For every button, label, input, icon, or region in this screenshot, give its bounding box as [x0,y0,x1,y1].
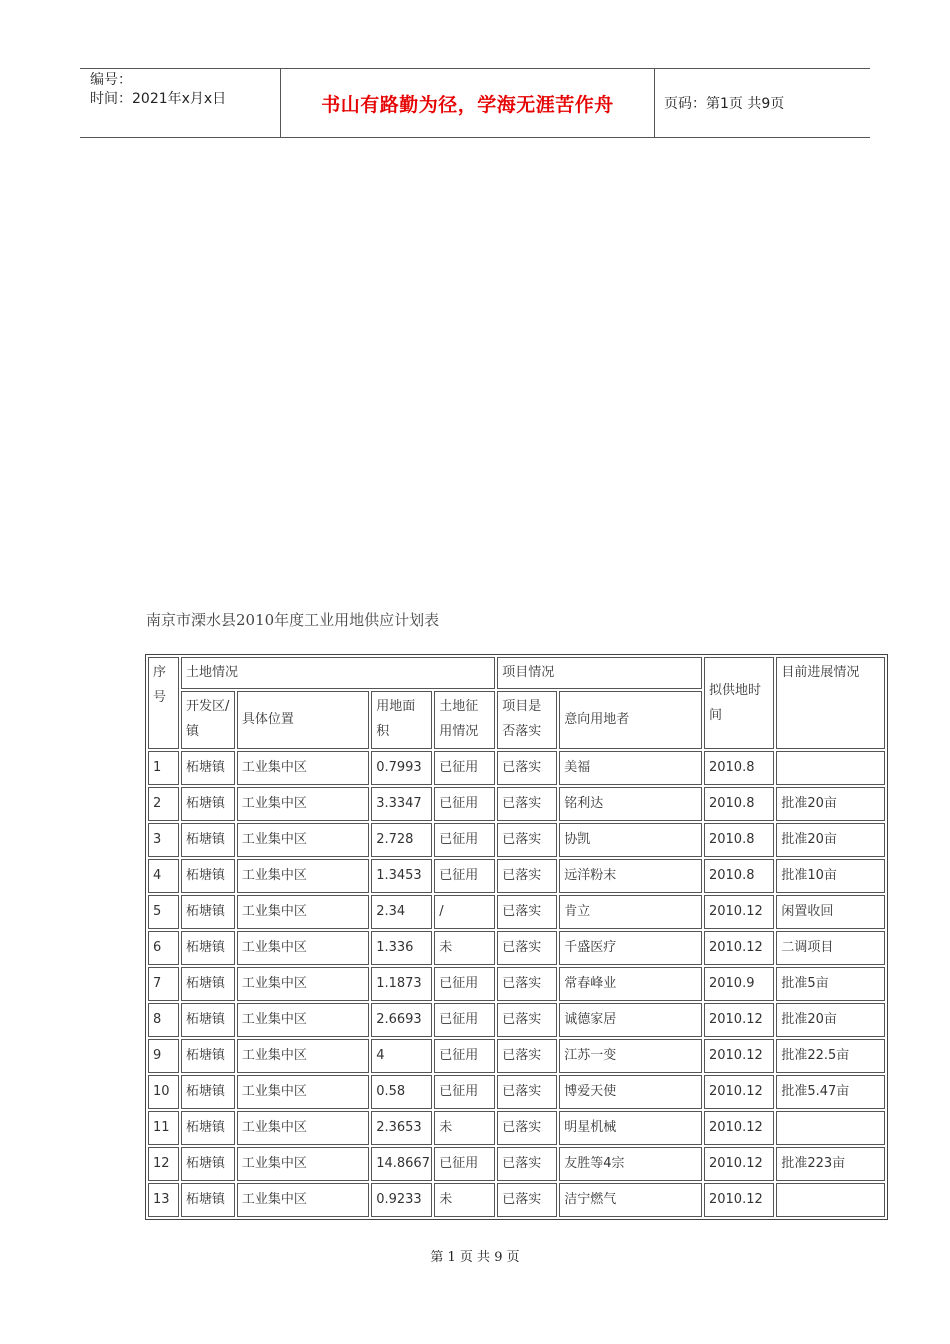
cell-user: 友胜等4宗 [559,1147,702,1181]
cell-user: 远洋粉末 [559,859,702,893]
cell-user: 肯立 [559,895,702,929]
document-number: 编号： [90,72,132,88]
cell-area: 0.58 [371,1075,432,1109]
cell-location: 工业集中区 [237,823,369,857]
cell-location: 工业集中区 [237,931,369,965]
cell-seq: 6 [148,931,179,965]
cell-area: 2.728 [371,823,432,857]
cell-supply-time: 2010.12 [704,1003,774,1037]
cell-zone: 柘塘镇 [181,859,235,893]
table-row [148,967,885,1001]
header-group-row [148,657,885,689]
cell-zone: 柘塘镇 [181,1075,235,1109]
cell-progress: 批准22.5亩 [776,1039,885,1073]
cell-user: 明星机械 [559,1111,702,1145]
header-page-info [655,69,870,137]
cell-supply-time: 2010.12 [704,931,774,965]
table-title: 南京市溧水县2010年度工业用地供应计划表 [146,611,440,629]
col-header-expropriation: 土地征用情况 [434,691,495,749]
cell-user: 常春峰业 [559,967,702,1001]
col-header-zone: 开发区/镇 [181,691,235,749]
cell-implemented: 已落实 [497,931,557,965]
cell-zone: 柘塘镇 [181,751,235,785]
cell-seq: 12 [148,1147,179,1181]
cell-expropriation: 已征用 [434,787,495,821]
cell-progress: 批准20亩 [776,787,885,821]
col-header-user: 意向用地者 [559,691,702,749]
cell-zone: 柘塘镇 [181,823,235,857]
cell-implemented: 已落实 [497,1039,557,1073]
col-header-location: 具体位置 [237,691,369,749]
cell-location: 工业集中区 [237,859,369,893]
cell-user: 千盛医疗 [559,931,702,965]
cell-progress: 批准10亩 [776,859,885,893]
cell-supply-time: 2010.8 [704,751,774,785]
cell-seq: 8 [148,1003,179,1037]
cell-user: 诚德家居 [559,1003,702,1037]
table-row [148,751,885,785]
table-row [148,859,885,893]
cell-expropriation: / [434,895,495,929]
cell-progress: 闲置收回 [776,895,885,929]
cell-expropriation: 已征用 [434,751,495,785]
cell-expropriation: 已征用 [434,1003,495,1037]
cell-expropriation: 已征用 [434,823,495,857]
document-time: 时间：2021年x月x日 [90,91,227,107]
table-row [148,1039,885,1073]
cell-implemented: 已落实 [497,859,557,893]
cell-expropriation: 未 [434,931,495,965]
table-row [148,1075,885,1109]
cell-user: 铭利达 [559,787,702,821]
cell-user: 博爱天使 [559,1075,702,1109]
cell-supply-time: 2010.12 [704,1147,774,1181]
table-row [148,1003,885,1037]
cell-area: 1.336 [371,931,432,965]
cell-supply-time: 2010.12 [704,1075,774,1109]
header-info [80,69,281,137]
cell-implemented: 已落实 [497,1075,557,1109]
cell-zone: 柘塘镇 [181,1111,235,1145]
cell-implemented: 已落实 [497,1003,557,1037]
cell-seq: 13 [148,1183,179,1217]
col-header-supply-time: 拟供地时间 [704,657,774,749]
cell-progress [776,751,885,785]
cell-progress: 二调项目 [776,931,885,965]
cell-location: 工业集中区 [237,1147,369,1181]
cell-progress [776,1111,885,1145]
cell-location: 工业集中区 [237,1111,369,1145]
page-indicator: 页码：第1页 共9页 [664,96,785,112]
cell-zone: 柘塘镇 [181,967,235,1001]
table-row [148,1147,885,1181]
cell-user: 江苏一变 [559,1039,702,1073]
cell-implemented: 已落实 [497,895,557,929]
table-row [148,931,885,965]
cell-supply-time: 2010.8 [704,823,774,857]
cell-area: 2.34 [371,895,432,929]
cell-location: 工业集中区 [237,787,369,821]
cell-seq: 5 [148,895,179,929]
cell-implemented: 已落实 [497,1183,557,1217]
cell-progress: 批准223亩 [776,1147,885,1181]
cell-area: 4 [371,1039,432,1073]
cell-expropriation: 已征用 [434,1039,495,1073]
cell-user: 美福 [559,751,702,785]
cell-location: 工业集中区 [237,1075,369,1109]
cell-expropriation: 已征用 [434,1075,495,1109]
header-motto: 书山有路勤为径，学海无涯苦作舟 [321,93,614,116]
cell-supply-time: 2010.12 [704,895,774,929]
cell-implemented: 已落实 [497,823,557,857]
cell-location: 工业集中区 [237,1003,369,1037]
page-header [80,68,870,138]
cell-location: 工业集中区 [237,967,369,1001]
cell-supply-time: 2010.9 [704,967,774,1001]
cell-seq: 7 [148,967,179,1001]
cell-seq: 4 [148,859,179,893]
cell-area: 2.3653 [371,1111,432,1145]
cell-seq: 9 [148,1039,179,1073]
col-group-project: 项目情况 [497,657,702,689]
cell-location: 工业集中区 [237,1039,369,1073]
cell-seq: 2 [148,787,179,821]
cell-area: 14.8667 [371,1147,432,1181]
table-row [148,823,885,857]
cell-user: 协凯 [559,823,702,857]
cell-progress: 批准5亩 [776,967,885,1001]
page-footer: 第 1 页 共 9 页 [430,1250,520,1265]
land-supply-table [145,654,888,1220]
cell-seq: 1 [148,751,179,785]
cell-progress: 批准20亩 [776,823,885,857]
cell-progress: 批准5.47亩 [776,1075,885,1109]
cell-implemented: 已落实 [497,751,557,785]
table-body [148,751,885,1217]
cell-expropriation: 已征用 [434,859,495,893]
cell-expropriation: 未 [434,1183,495,1217]
cell-supply-time: 2010.12 [704,1039,774,1073]
cell-implemented: 已落实 [497,967,557,1001]
col-group-land: 土地情况 [181,657,495,689]
cell-zone: 柘塘镇 [181,1003,235,1037]
cell-zone: 柘塘镇 [181,931,235,965]
cell-progress: 批准20亩 [776,1003,885,1037]
col-header-progress: 目前进展情况 [776,657,885,749]
cell-area: 0.7993 [371,751,432,785]
cell-area: 3.3347 [371,787,432,821]
table-row [148,787,885,821]
cell-zone: 柘塘镇 [181,895,235,929]
cell-progress [776,1183,885,1217]
cell-area: 2.6693 [371,1003,432,1037]
cell-expropriation: 已征用 [434,967,495,1001]
cell-zone: 柘塘镇 [181,1183,235,1217]
cell-seq: 11 [148,1111,179,1145]
cell-expropriation: 已征用 [434,1147,495,1181]
cell-supply-time: 2010.12 [704,1183,774,1217]
cell-implemented: 已落实 [497,1111,557,1145]
cell-zone: 柘塘镇 [181,787,235,821]
cell-supply-time: 2010.8 [704,859,774,893]
cell-area: 1.1873 [371,967,432,1001]
cell-location: 工业集中区 [237,751,369,785]
table-row [148,895,885,929]
cell-seq: 3 [148,823,179,857]
cell-implemented: 已落实 [497,787,557,821]
cell-location: 工业集中区 [237,895,369,929]
cell-zone: 柘塘镇 [181,1147,235,1181]
cell-supply-time: 2010.12 [704,1111,774,1145]
table-row [148,1183,885,1217]
col-header-implemented: 项目是否落实 [497,691,557,749]
header-sub-row [148,691,885,749]
cell-location: 工业集中区 [237,1183,369,1217]
table-row [148,1111,885,1145]
col-header-seq: 序号 [148,657,179,749]
cell-area: 1.3453 [371,859,432,893]
cell-supply-time: 2010.8 [704,787,774,821]
cell-implemented: 已落实 [497,1147,557,1181]
cell-expropriation: 未 [434,1111,495,1145]
cell-seq: 10 [148,1075,179,1109]
cell-zone: 柘塘镇 [181,1039,235,1073]
cell-area: 0.9233 [371,1183,432,1217]
col-header-area: 用地面积 [371,691,432,749]
cell-user: 洁宁燃气 [559,1183,702,1217]
header-motto-cell [281,69,655,137]
